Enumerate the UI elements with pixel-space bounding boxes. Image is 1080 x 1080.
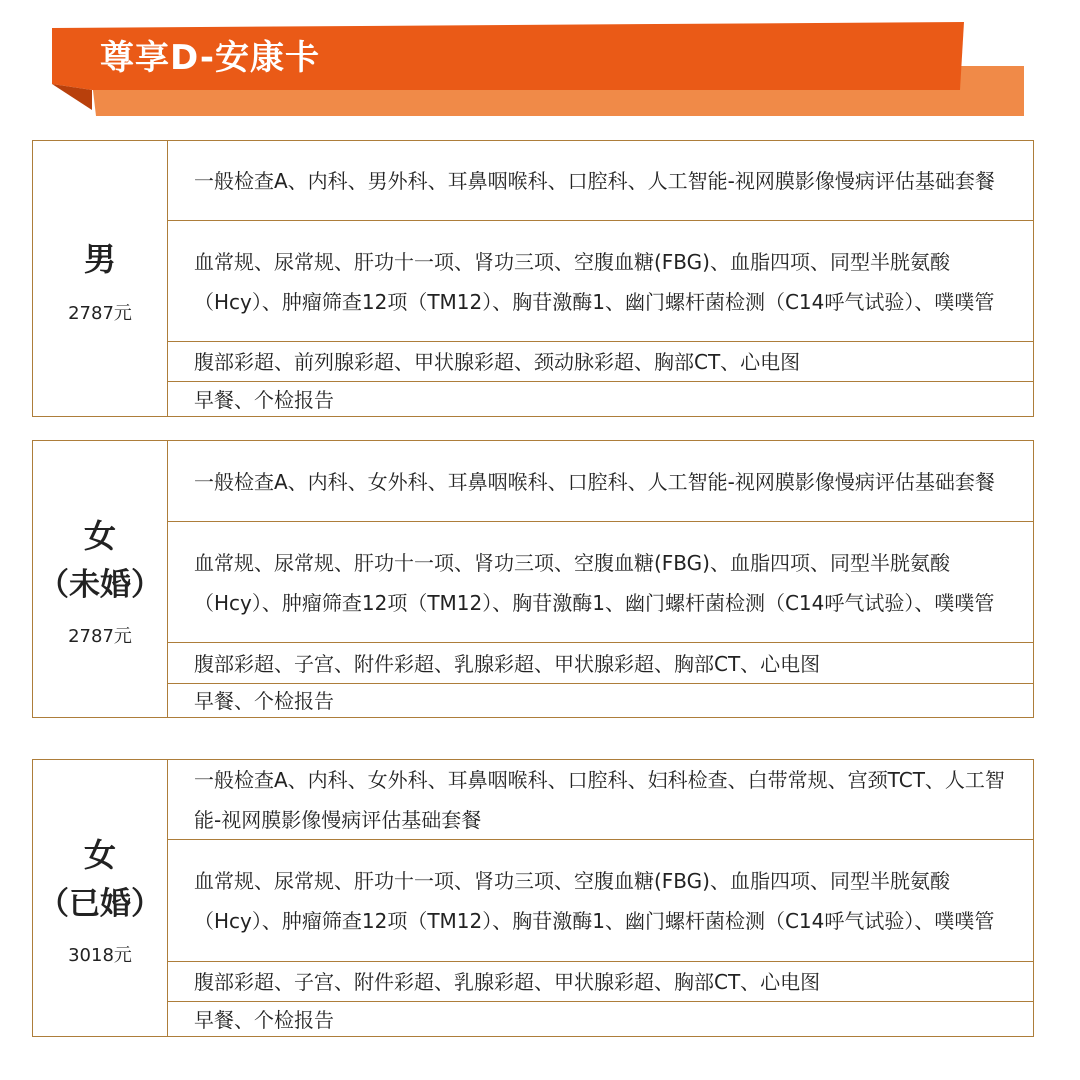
title-banner — [52, 22, 1027, 118]
package-item-row: 一般检查A、内科、男外科、耳鼻咽喉科、口腔科、人工智能-视网膜影像慢病评估基础套餐 — [168, 141, 1033, 221]
package-item-row: 血常规、尿常规、肝功十一项、肾功三项、空腹血糖(FBG)、血脂四项、同型半胱氨酸（Hcy）、肿瘤筛查12项（TM12）、胸苷激酶1、幽门螺杆菌检测（C14呼气试验）、噗噗管 — [168, 221, 1033, 342]
package-item-row: 早餐、个检报告 — [194, 1007, 334, 1032]
package-item-row: 腹部彩超、前列腺彩超、甲状腺彩超、颈动脉彩超、胸部CT、心电图 — [168, 342, 1033, 382]
package-subtitle: （未婚） — [38, 567, 162, 603]
package-name: 男 — [83, 239, 116, 278]
page-title: 尊享D-安康卡 — [100, 38, 320, 78]
package-price: 3018元 — [68, 945, 132, 966]
package-item-row: 血常规、尿常规、肝功十一项、肾功三项、空腹血糖(FBG)、血脂四项、同型半胱氨酸（Hcy）、肿瘤筛查12项（TM12）、胸苷激酶1、幽门螺杆菌检测（C14呼气试验）、噗噗管 — [168, 522, 1033, 643]
package-female-married — [32, 759, 1034, 1037]
package-item-row: 腹部彩超、子宫、附件彩超、乳腺彩超、甲状腺彩超、胸部CT、心电图 — [168, 962, 1033, 1002]
package-items — [168, 441, 1033, 717]
package-label-cell — [33, 441, 168, 717]
package-item-row: 一般检查A、内科、女外科、耳鼻咽喉科、口腔科、妇科检查、白带常规、宫颈TCT、人工智能-视网膜影像慢病评估基础套餐 — [168, 760, 1033, 840]
package-price: 2787元 — [68, 626, 132, 647]
package-name: 女 — [83, 517, 116, 555]
package-item-row: 早餐、个检报告 — [194, 387, 334, 412]
package-male — [32, 140, 1034, 417]
package-label-cell — [33, 141, 168, 416]
package-price: 2787元 — [68, 302, 132, 324]
package-items — [168, 141, 1033, 416]
package-item-row: 一般检查A、内科、女外科、耳鼻咽喉科、口腔科、人工智能-视网膜影像慢病评估基础套餐 — [168, 441, 1033, 522]
package-subtitle: （已婚） — [38, 886, 162, 922]
package-label-cell — [33, 760, 168, 1036]
package-item-row: 血常规、尿常规、肝功十一项、肾功三项、空腹血糖(FBG)、血脂四项、同型半胱氨酸（Hcy）、肿瘤筛查12项（TM12）、胸苷激酶1、幽门螺杆菌检测（C14呼气试验）、噗噗管 — [168, 840, 1033, 962]
package-items — [168, 760, 1033, 1036]
package-female-unmarried — [32, 440, 1034, 718]
package-item-row: 腹部彩超、子宫、附件彩超、乳腺彩超、甲状腺彩超、胸部CT、心电图 — [168, 643, 1033, 684]
package-name: 女 — [83, 836, 116, 874]
package-item-row: 早餐、个检报告 — [194, 689, 334, 713]
